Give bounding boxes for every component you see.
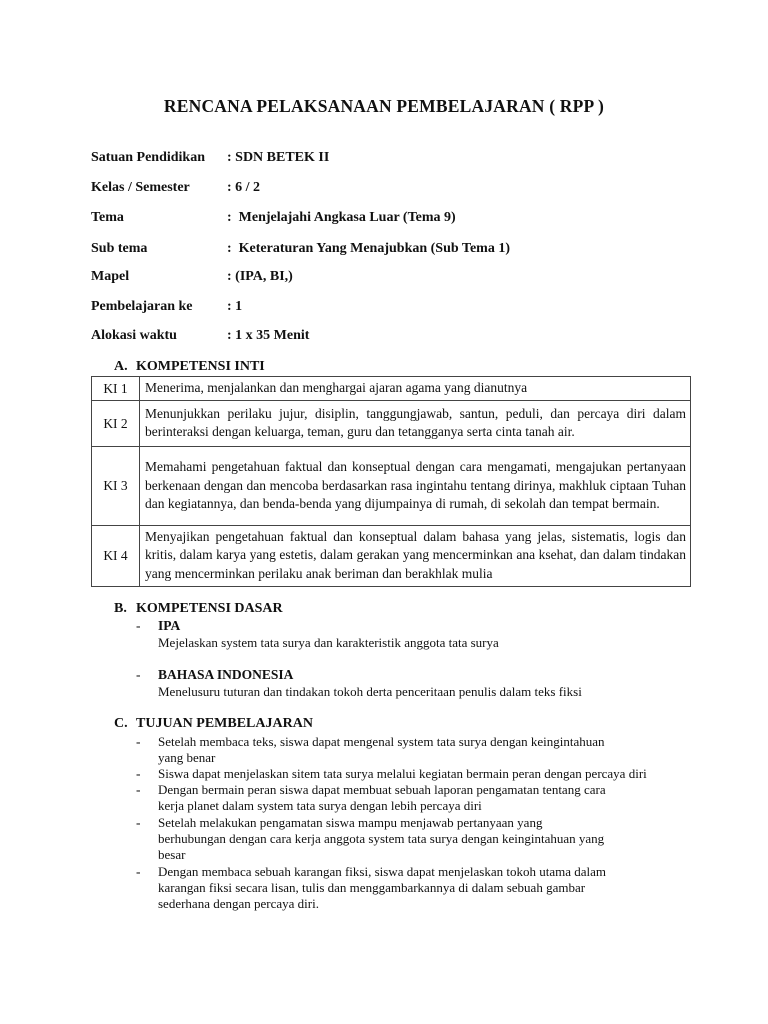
meta-value-satuan: : SDN BETEK II <box>227 150 330 165</box>
meta-label-subtema: Sub tema <box>91 241 148 256</box>
list-item <box>158 766 698 782</box>
list-item <box>158 782 698 814</box>
bullet-dash: - <box>136 864 141 879</box>
table-row <box>92 526 691 587</box>
list-item <box>158 815 698 863</box>
list-item-line: Siswa dapat menjelaskan sitem tata surya melalui kegiatan bermain peran dengan percaya diri <box>158 766 647 781</box>
meta-value-tema: : Menjelajahi Angkasa Luar (Tema 9) <box>227 210 456 225</box>
kompetensi-inti-table <box>91 376 691 587</box>
meta-value-alokasi: : 1 x 35 Menit <box>227 328 310 343</box>
list-item <box>158 734 698 766</box>
list-item-line: yang benar <box>158 750 216 765</box>
ki-description: Menyajikan pengetahuan faktual dan konseptual dalam bahasa yang jelas, sistematis, logis dan kritis, dalam karya yang estetis, dalam gerakan yang mencerminkan ana ksehat, dan dalam tindakan yang mencerminkan perilaku anak beriman dan berakhlak mulia <box>140 526 691 587</box>
meta-label-kelas: Kelas / Semester <box>91 180 190 195</box>
list-item-line: Setelah membaca teks, siswa dapat mengenal system tata surya dengan keingintahuan <box>158 734 605 749</box>
list-item-line: Dengan membaca sebuah karangan fiksi, siswa dapat menjelaskan tokoh utama dalam <box>158 864 606 879</box>
meta-value-subtema: : Keteraturan Yang Menajubkan (Sub Tema 1) <box>227 241 511 256</box>
meta-label-tema: Tema <box>91 210 124 225</box>
bullet-dash: - <box>136 815 141 830</box>
table-row <box>92 401 691 447</box>
section-c-heading <box>114 716 313 732</box>
ki-code: KI 3 <box>92 447 140 526</box>
section-c-letter: C. <box>114 716 128 731</box>
meta-label-mapel: Mapel <box>91 269 130 284</box>
list-item-line: kerja planet dalam system tata surya dengan lebih percaya diri <box>158 798 482 813</box>
kd-text: Menelusuru tuturan dan tindakan tokoh derta penceritaan penulis dalam teks fiksi <box>158 684 582 699</box>
ki-code: KI 4 <box>92 526 140 587</box>
meta-label-satuan: Satuan Pendidikan <box>91 150 205 165</box>
meta-label-alokasi: Alokasi waktu <box>91 328 177 343</box>
section-a-heading <box>114 359 265 375</box>
bullet-dash: - <box>136 667 141 682</box>
section-a-title: KOMPETENSI INTI <box>136 359 265 374</box>
ki-code: KI 1 <box>92 377 140 401</box>
list-item-line: berhubungan dengan cara kerja anggota system tata surya dengan keingintahuan yang <box>158 831 605 846</box>
list-item-line: Dengan bermain peran siswa dapat membuat sebuah laporan pengamatan tentang cara <box>158 782 606 797</box>
bullet-dash: - <box>136 766 141 781</box>
table-row <box>92 447 691 526</box>
bullet-dash: - <box>136 618 141 633</box>
list-item-line: besar <box>158 847 186 862</box>
meta-value-kelas: : 6 / 2 <box>227 180 261 195</box>
bullet-dash: - <box>136 734 141 749</box>
meta-value-mapel: : (IPA, BI,) <box>227 269 293 284</box>
section-b-letter: B. <box>114 601 127 616</box>
kd-subject: BAHASA INDONESIA <box>158 667 294 682</box>
list-item-line: Setelah melakukan pengamatan siswa mampu menjawab pertanyaan yang <box>158 815 543 830</box>
ki-description: Memahami pengetahuan faktual dan konseptual dengan cara mengamati, mengajukan pertanyaan berkenaan dengan dan mencoba berdasarkan rasa ingintahu tentang dirinya, makhluk ciptaan Tuhan dan kegiatannya, dan benda-benda yang dijumpainya di rumah, di sekolah dan tempat bermain. <box>140 447 691 526</box>
section-a-letter: A. <box>114 359 128 374</box>
table-row <box>92 377 691 401</box>
document-title: RENCANA PELAKSANAAN PEMBELAJARAN ( RPP ) <box>163 96 605 116</box>
kd-subject: IPA <box>158 618 181 633</box>
meta-label-pembelajaran: Pembelajaran ke <box>91 299 193 314</box>
list-item <box>158 864 698 912</box>
ki-code: KI 2 <box>92 401 140 447</box>
kd-text: Mejelaskan system tata surya dan karakteristik anggota tata surya <box>158 635 499 650</box>
ki-description: Menunjukkan perilaku jujur, disiplin, tanggungjawab, santun, peduli, dan percaya diri dalam berinteraksi dengan keluarga, teman, guru dan tetangganya serta cinta tanah air. <box>140 401 691 447</box>
section-b-title: KOMPETENSI DASAR <box>136 601 283 616</box>
list-item-line: karangan fiksi secara lisan, tulis dan menggambarkannya di dalam sebuah gambar <box>158 880 586 895</box>
ki-description: Menerima, menjalankan dan menghargai ajaran agama yang dianutnya <box>140 377 691 401</box>
list-item-line: sederhana dengan percaya diri. <box>158 896 319 911</box>
bullet-dash: - <box>136 782 141 797</box>
section-b-heading <box>114 601 283 617</box>
section-c-title: TUJUAN PEMBELAJARAN <box>136 716 313 731</box>
meta-value-pembelajaran: : 1 <box>227 299 243 314</box>
